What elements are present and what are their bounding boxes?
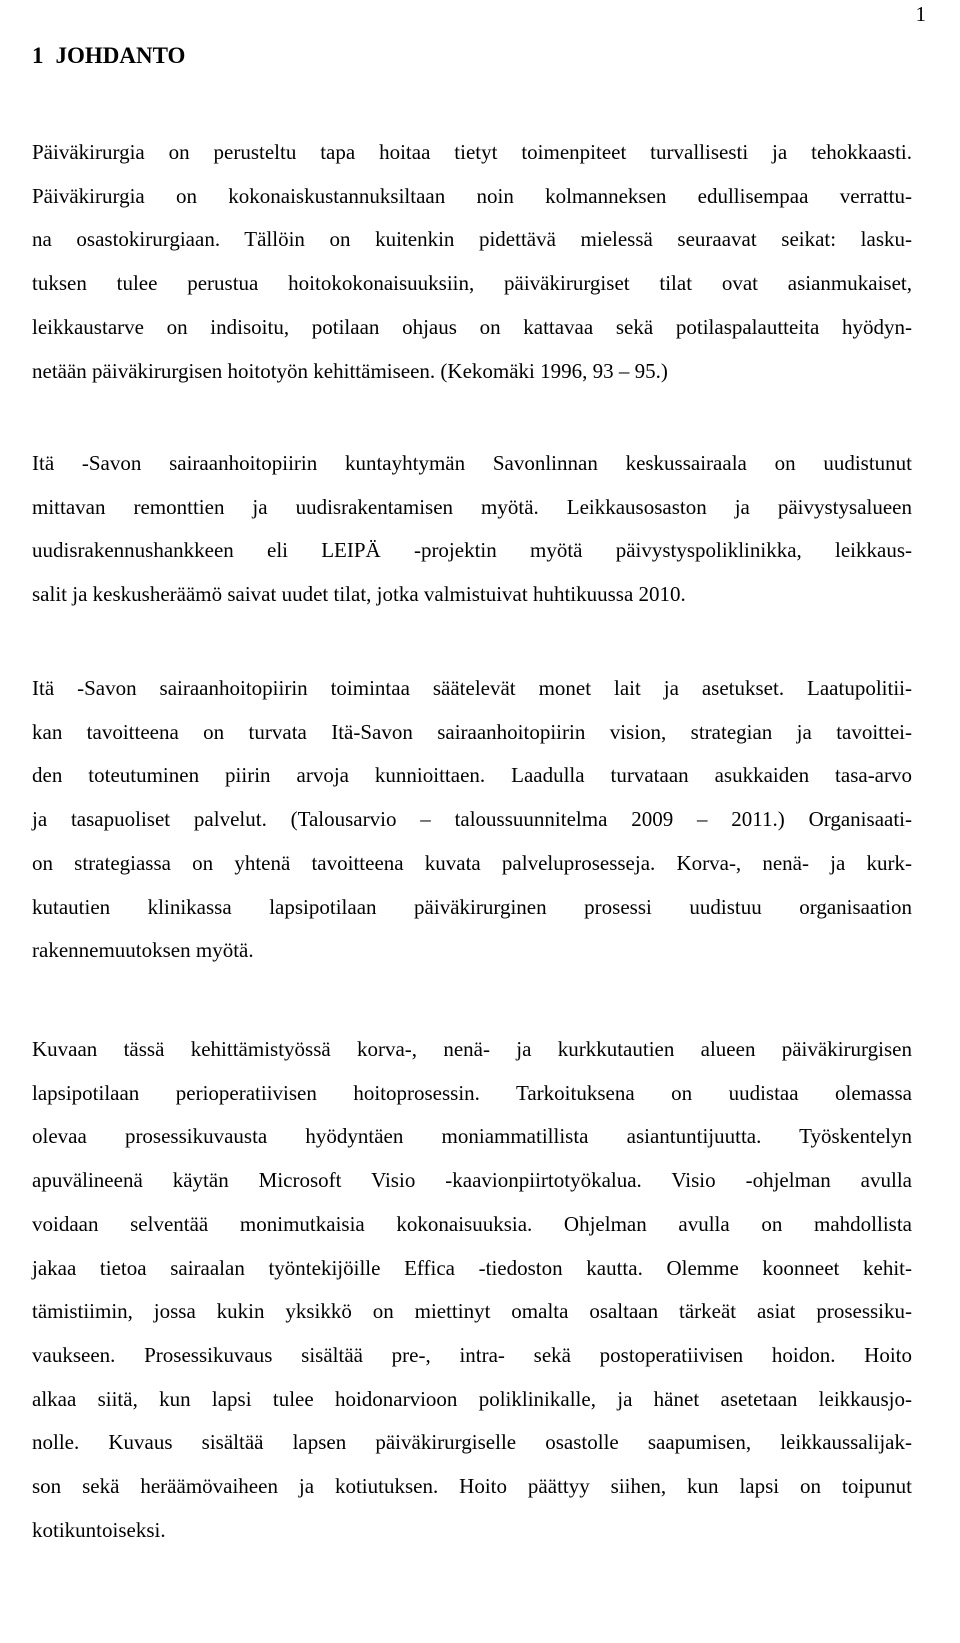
text-line: alkaa siitä, kun lapsi tulee hoidonarvioon poliklinikalle, ja hänet asetetaan leikkausjo- bbox=[32, 1386, 912, 1411]
paragraph-quality bbox=[32, 667, 912, 973]
text-line: Kuvaan tässä kehittämistyössä korva-, nenä- ja kurkkutautien alueen päiväkirurgisen bbox=[32, 1037, 912, 1061]
text-line: tämistiimin, jossa kukin yksikkö on miettinyt omalta osaltaan tärkeät asiat prosessiku- bbox=[32, 1299, 912, 1324]
text-line: voidaan selventää monimutkaisia kokonaisuuksia. Ohjelman avulla on mahdollista bbox=[32, 1211, 912, 1236]
text-line: leikkaustarve on indisoitu, potilaan ohjaus on kattavaa sekä potilaspalautteita hyödyn- bbox=[32, 314, 912, 339]
text-line: salit ja keskusheräämö saivat uudet tilat, jotka valmistuivat huhtikuussa 2010. bbox=[32, 582, 686, 607]
paragraph-hospital bbox=[32, 442, 912, 617]
text-line: jakaa tietoa sairaalan työntekijöille Effica -tiedoston kautta. Olemme koonneet kehit- bbox=[32, 1255, 912, 1280]
text-line: ja tasapuoliset palvelut. (Talousarvio – taloussuunnitelma 2009 – 2011.) Organisaati- bbox=[32, 807, 912, 832]
text-line: rakennemuutoksen myötä. bbox=[32, 938, 254, 963]
text-line: lapsipotilaan perioperatiivisen hoitoprosessin. Tarkoituksena on uudistaa olemassa bbox=[32, 1080, 912, 1105]
text-line: netään päiväkirurgisen hoitotyön kehittämiseen. (Kekomäki 1996, 93 – 95.) bbox=[32, 358, 668, 383]
text-line: kutautien klinikassa lapsipotilaan päiväkirurginen prosessi uudistuu organisaation bbox=[32, 894, 912, 919]
text-line: Päiväkirurgia on perusteltu tapa hoitaa tietyt toimenpiteet turvallisesti ja tehokkaasti. bbox=[32, 140, 912, 164]
text-line: nolle. Kuvaus sisältää lapsen päiväkirurgiselle osastolle saapumisen, leikkaussalijak- bbox=[32, 1430, 912, 1455]
text-line: Itä -Savon sairaanhoitopiirin toimintaa säätelevät monet lait ja asetukset. Laatupolitii- bbox=[32, 676, 912, 700]
text-line: Päiväkirurgia on kokonaiskustannuksiltaan noin kolmanneksen edullisempaa verrattu- bbox=[32, 183, 912, 208]
text-line: on strategiassa on yhtenä tavoitteena kuvata palveluprosesseja. Korva-, nenä- ja kurk- bbox=[32, 850, 912, 875]
text-line: uudisrakennushankkeen eli LEIPÄ -projektin myötä päivystyspoliklinikka, leikkaus- bbox=[32, 538, 912, 563]
text-line: kotikuntoiseksi. bbox=[32, 1517, 166, 1542]
text-line: vaukseen. Prosessikuvaus sisältää pre-, intra- sekä postoperatiivisen hoidon. Hoito bbox=[32, 1342, 912, 1367]
text-line: tuksen tulee perustua hoitokokonaisuuksiin, päiväkirurgiset tilat ovat asianmukaiset, bbox=[32, 271, 912, 296]
chapter-title: JOHDANTO bbox=[55, 43, 186, 68]
text-line: den toteutuminen piirin arvoja kunnioittaen. Laadulla turvataan asukkaiden tasa-arvo bbox=[32, 763, 912, 788]
page-number: 1 bbox=[915, 2, 926, 26]
text-line: Itä -Savon sairaanhoitopiirin kuntayhtymän Savonlinnan keskussairaala on uudistunut bbox=[32, 451, 912, 475]
text-line: na osastokirurgiaan. Tällöin on kuitenkin pidettävä mielessä seuraavat seikat: lasku- bbox=[32, 227, 912, 252]
paragraph-development bbox=[32, 1028, 912, 1552]
text-line: apuvälineenä käytän Microsoft Visio -kaavionpiirtotyökalua. Visio -ohjelman avulla bbox=[32, 1168, 912, 1193]
paragraph-intro bbox=[32, 131, 912, 393]
text-line: mittavan remonttien ja uudisrakentamisen myötä. Leikkausosaston ja päivystysalueen bbox=[32, 494, 912, 519]
text-line: kan tavoitteena on turvata Itä-Savon sairaanhoitopiirin vision, strategian ja tavoittei- bbox=[32, 719, 912, 744]
text-line: olevaa prosessikuvausta hyödyntäen moniammatillista asiantuntijuutta. Työskentelyn bbox=[32, 1124, 912, 1149]
chapter-heading bbox=[32, 44, 185, 67]
text-line: son sekä heräämövaiheen ja kotiutuksen. Hoito päättyy siihen, kun lapsi on toipunut bbox=[32, 1474, 912, 1499]
chapter-number: 1 bbox=[32, 43, 44, 68]
